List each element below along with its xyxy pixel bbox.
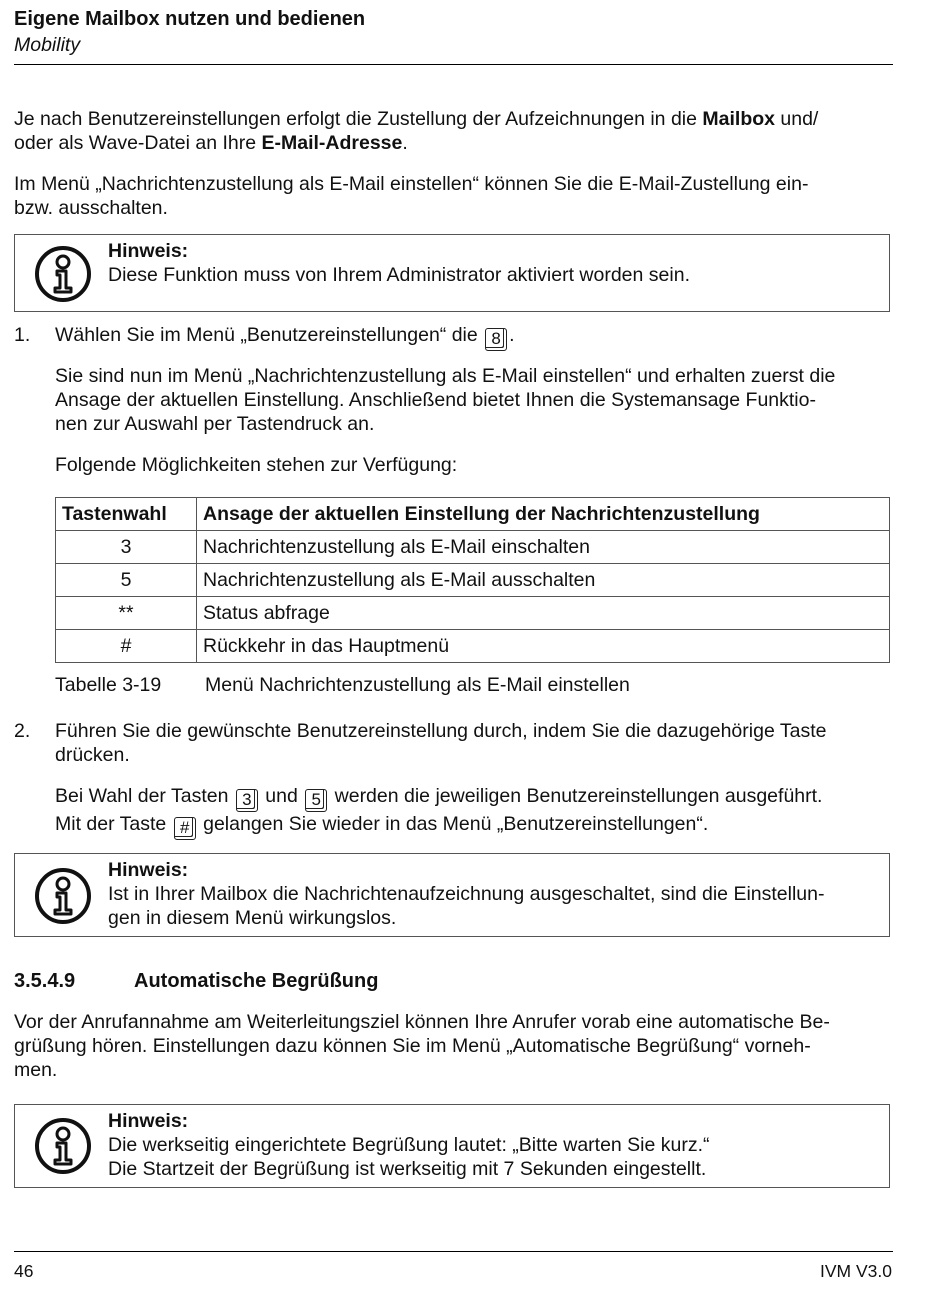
hint-heading: Hinweis: xyxy=(108,240,189,262)
intro-text: Je nach Benutzereinstellungen erfolgt die Zustellung der Aufzeichnungen in die xyxy=(14,108,703,130)
step-2-text xyxy=(55,719,900,767)
key-8-icon: 8 xyxy=(485,328,507,351)
intro-bold-mailbox: Mailbox xyxy=(702,108,775,130)
step-text: Ansage der aktuellen Einstellung. Anschließend bietet Ihnen die Systemansage Funktio- xyxy=(55,389,816,411)
table-cell-key: ** xyxy=(56,597,197,630)
info-icon xyxy=(33,244,93,304)
hint-line: Diese Funktion muss von Ihrem Administrator aktiviert worden sein. xyxy=(108,264,690,286)
table-row xyxy=(56,630,890,663)
hint-box xyxy=(14,234,890,312)
hint-box xyxy=(14,1104,890,1188)
step-text: . xyxy=(509,324,515,346)
section-number: 3.5.4.9 xyxy=(14,970,76,992)
intro-text: . xyxy=(402,132,408,154)
step-text: gelangen Sie wieder in das Menü „Benutzereinstellungen“. xyxy=(197,813,709,835)
table-cell-description: Nachrichtenzustellung als E-Mail ausschalten xyxy=(197,564,890,597)
table-header-key: Tastenwahl xyxy=(56,498,197,531)
section-text: grüßung hören. Einstellungen dazu können Sie im Menü „Automatische Begrüßung“ vorneh- xyxy=(14,1035,811,1057)
intro-text: Im Menü „Nachrichtenzustellung als E-Mail einstellen“ können Sie die E-Mail-Zustellung ein- xyxy=(14,173,809,195)
step-text: und xyxy=(259,785,304,807)
step-number: 1. xyxy=(14,324,31,346)
step-1-options-intro: Folgende Möglichkeiten stehen zur Verfügung: xyxy=(55,454,458,476)
table-row xyxy=(56,564,890,597)
page-header-subtitle: Mobility xyxy=(14,34,81,56)
hint-line: Ist in Ihrer Mailbox die Nachrichtenaufzeichnung ausgeschaltet, sind die Einstellun- xyxy=(108,883,825,905)
table-cell-key: # xyxy=(56,630,197,663)
table-cell-description: Status abfrage xyxy=(197,597,890,630)
step-text: nen zur Auswahl per Tastendruck an. xyxy=(55,413,375,435)
info-icon xyxy=(33,866,93,926)
step-text: Führen Sie die gewünschte Benutzereinstellung durch, indem Sie die dazugehörige Taste xyxy=(55,720,827,742)
document-version: IVM V3.0 xyxy=(820,1261,892,1281)
hint-line: Die werkseitig eingerichtete Begrüßung lautet: „Bitte warten Sie kurz.“ xyxy=(108,1134,710,1156)
key-5-icon: 5 xyxy=(305,789,327,812)
hint-text xyxy=(108,1109,883,1181)
step-text: Mit der Taste xyxy=(55,813,172,835)
table-caption-label: Tabelle 3-19 xyxy=(55,674,162,696)
page-header-title: Eigene Mailbox nutzen und bedienen xyxy=(14,8,366,30)
step-2-paragraph xyxy=(55,784,900,840)
step-number: 2. xyxy=(14,720,31,742)
hint-line: Die Startzeit der Begrüßung ist werkseitig mit 7 Sekunden eingestellt. xyxy=(108,1158,707,1180)
intro-paragraph-2 xyxy=(14,172,899,220)
step-1-text xyxy=(55,323,900,351)
intro-text: oder als Wave-Datei an Ihre xyxy=(14,132,262,154)
section-paragraph xyxy=(14,1010,899,1082)
table-cell-description: Nachrichtenzustellung als E-Mail einschalten xyxy=(197,531,890,564)
intro-bold-email: E-Mail-Adresse xyxy=(261,132,403,154)
table-header-description: Ansage der aktuellen Einstellung der Nachrichtenzustellung xyxy=(197,498,890,531)
hint-heading: Hinweis: xyxy=(108,859,189,881)
step-text: werden die jeweiligen Benutzereinstellungen ausgeführt. xyxy=(329,785,823,807)
hint-box xyxy=(14,853,890,937)
table-row xyxy=(56,531,890,564)
info-icon xyxy=(33,1116,93,1176)
intro-paragraph-1 xyxy=(14,107,899,155)
intro-text: und/ xyxy=(774,108,819,130)
header-rule xyxy=(14,64,893,65)
step-text: Wählen Sie im Menü „Benutzereinstellungen“ die xyxy=(55,324,484,346)
table-header-row xyxy=(56,498,890,531)
hint-text xyxy=(108,239,883,287)
step-text: drücken. xyxy=(55,744,130,766)
section-text: Vor der Anrufannahme am Weiterleitungsziel können Ihre Anrufer vorab eine automatische Be- xyxy=(14,1011,830,1033)
key-options-table xyxy=(55,497,890,663)
hint-text xyxy=(108,858,883,930)
section-text: men. xyxy=(14,1059,58,1081)
table-cell-key: 3 xyxy=(56,531,197,564)
key-3-icon: 3 xyxy=(236,789,258,812)
key-hash-icon: # xyxy=(174,817,196,840)
table-row xyxy=(56,597,890,630)
step-1-paragraph xyxy=(55,364,900,436)
step-text: Bei Wahl der Tasten xyxy=(55,785,234,807)
hint-line: gen in diesem Menü wirkungslos. xyxy=(108,907,397,929)
table-cell-description: Rückkehr in das Hauptmenü xyxy=(197,630,890,663)
table-caption-text: Menü Nachrichtenzustellung als E-Mail einstellen xyxy=(205,674,630,696)
table-cell-key: 5 xyxy=(56,564,197,597)
table-caption xyxy=(55,673,630,697)
footer-rule xyxy=(14,1251,893,1252)
intro-text: bzw. ausschalten. xyxy=(14,197,168,219)
hint-heading: Hinweis: xyxy=(108,1110,189,1132)
page-number: 46 xyxy=(14,1261,34,1281)
step-text: Sie sind nun im Menü „Nachrichtenzustellung als E-Mail einstellen“ und erhalten zuerst die xyxy=(55,365,836,387)
section-title: Automatische Begrüßung xyxy=(134,970,379,992)
